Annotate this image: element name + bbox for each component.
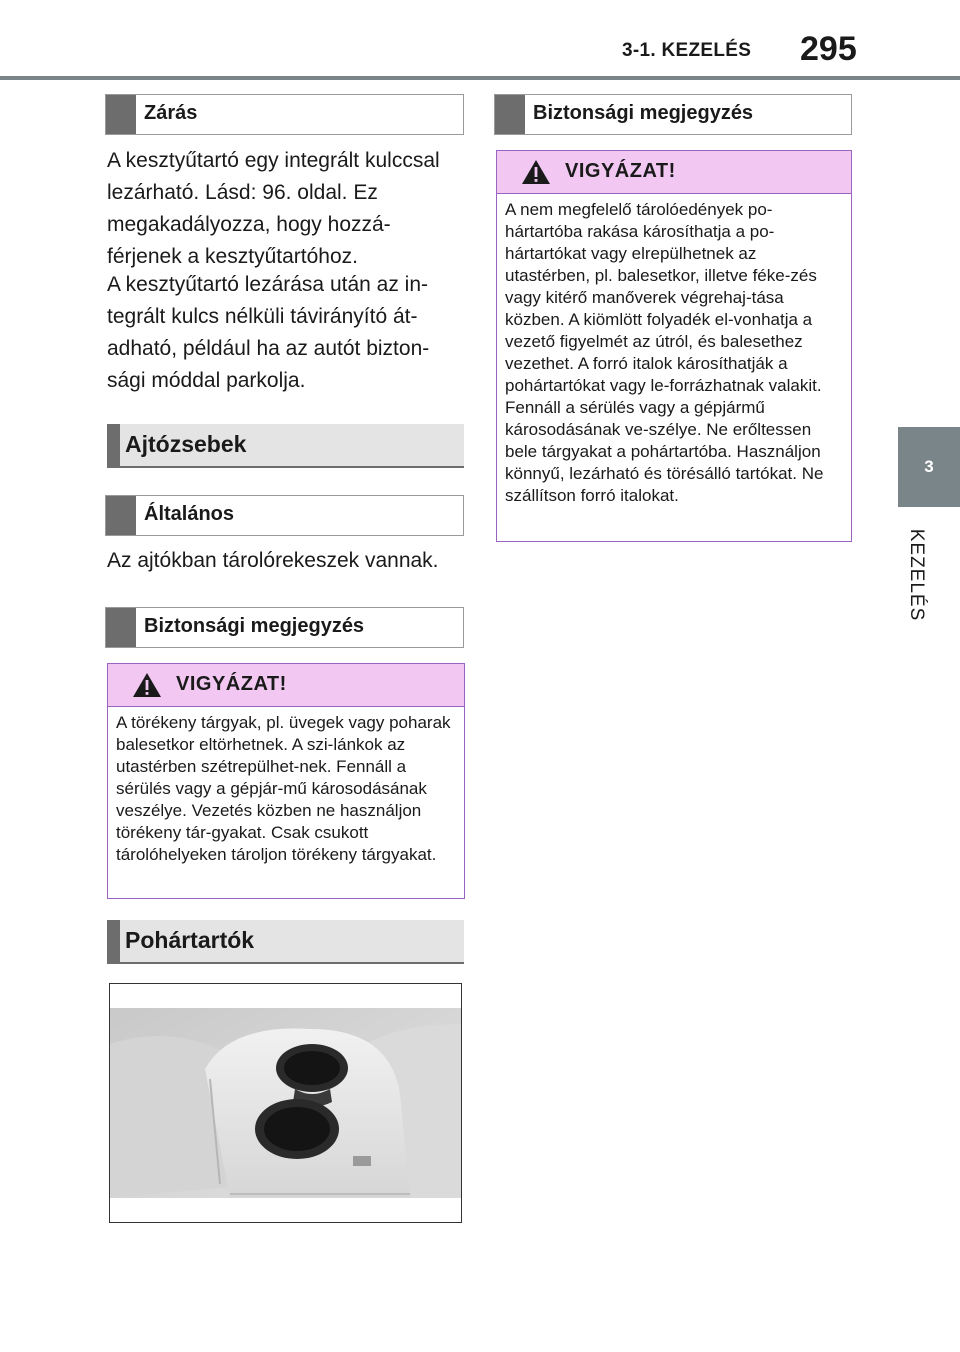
paragraph-zaras-2: A kesztyűtartó lezárása után az in-tegrált kulcs nélküli távirányító át-adható, például ha az autót bizton-sági móddal parkolja. (107, 273, 430, 392)
cup-holder-illustration (109, 983, 462, 1223)
section-marker (106, 496, 136, 535)
section-title: Zárás (144, 102, 198, 124)
warning-header (497, 151, 851, 194)
section-altalanos (105, 495, 464, 536)
chapter-tab: 3 (898, 427, 960, 507)
section-title: Biztonsági megjegyzés (533, 102, 754, 124)
chapter-side-label (898, 520, 934, 630)
paragraph-zaras-1: A kesztyűtartó egy integrált kulccsal lezárható. Lásd: 96. oldal. Ez megakadályozza, hogy hozzá-férjenek a kesztyűtartóhoz. (107, 149, 440, 268)
warning-box-right (496, 150, 852, 542)
section-biztonsagi-right (494, 94, 852, 135)
section-marker (495, 95, 525, 134)
paragraph-altalanos: Az ajtókban tárolórekeszek vannak. (107, 549, 439, 572)
warning-title: VIGYÁZAT! (176, 673, 287, 695)
section-biztonsagi-left (105, 607, 464, 648)
section-title: Ajtózsebek (125, 431, 247, 457)
section-title: Biztonsági megjegyzés (144, 615, 365, 637)
header-rule (0, 76, 960, 80)
warning-title: VIGYÁZAT! (565, 160, 676, 182)
section-title: Pohártartók (125, 927, 255, 953)
section-marker (107, 920, 120, 962)
warning-box-left (107, 663, 465, 899)
warning-triangle-icon (521, 159, 551, 185)
section-title: Általános (144, 503, 235, 525)
section-marker (106, 95, 136, 134)
warning-text: A nem megfelelő tárolóedények po-hártartóba rakása károsíthatja a po-hártartókat vagy elrepülhetnek az utastérben, pl. balesetkor, illetve féke-zés vagy kitérő manőverek végrehaj-tása közben. A kiömlött folyadék el-vonhatja a vezető figyelmét az útról, és balesethez vezethet. A forró italok károsíthatják a pohártartókat vagy le-forrázhatnak valakit. Fennáll a sérülés vagy a gépjármű károsodásának ve-szélye. Ne erőltessen bele tárgyakat a pohártartóba. Használjon könnyű, lezárható és törésálló tartókat. Ne szállítson forró italokat. (505, 200, 824, 505)
section-zaras (105, 94, 464, 135)
cup-holder-image (110, 984, 461, 1222)
warning-text: A törékeny tárgyak, pl. üvegek vagy poharak balesetkor eltörhetnek. A szi-lánkok az utastérben szétrepülhet-nek. Fennáll a sérülés vagy a gépjár-mű károsodásának veszélye. Vezetés közben ne használjon törékeny tár-gyakat. Csak csukott tárolóhelyeken tároljon törékeny tárgyakat. (116, 713, 451, 864)
page-number: 295 (800, 30, 857, 68)
chapter-side-label-text: KEZELÉS (906, 528, 927, 622)
warning-triangle-icon (132, 672, 162, 698)
section-ajtozsebek (107, 424, 464, 468)
section-marker (106, 608, 136, 647)
chapter-heading: 3-1. KEZELÉS (622, 40, 752, 61)
section-marker (107, 424, 120, 466)
section-pohartartok (107, 920, 464, 964)
warning-header (108, 664, 464, 707)
